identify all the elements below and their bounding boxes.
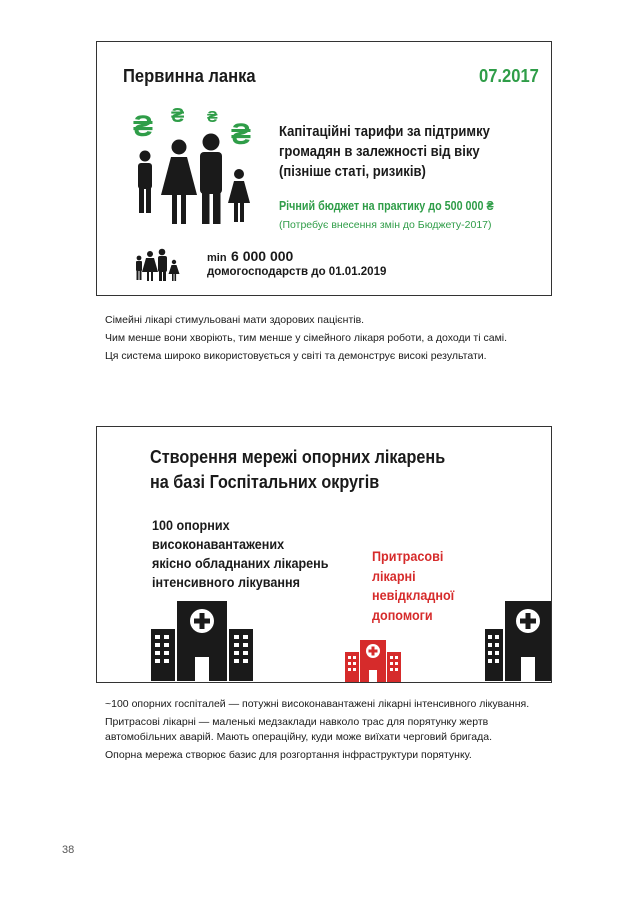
hospital-network-card — [96, 426, 552, 683]
hospitals-line: високонавантажених — [152, 536, 285, 552]
tariff-heading-line: (пізніше статі, ризиків) — [279, 164, 426, 180]
hryvnia-icon: ₴ — [231, 118, 252, 151]
min-value: 6 000 000 — [231, 248, 294, 264]
hospitals-line: інтенсивного лікування — [152, 574, 300, 590]
caption-2-line: Притрасові лікарні — маленькі медзаклади навколо трас для порятунку жертв — [105, 716, 489, 728]
hryvnia-icon: ₴ — [207, 109, 218, 126]
roadside-line: лікарні — [372, 567, 416, 584]
hospitals-line: 100 опорних — [152, 517, 230, 533]
annual-budget: Річний бюджет на практику до 500 000 ₴ — [279, 199, 494, 213]
min-suffix: домогосподарств до 01.01.2019 — [207, 266, 387, 278]
hospital-icon — [485, 601, 551, 681]
roadside-hospital-icon — [345, 640, 401, 682]
caption-2-line: ~100 опорних госпіталей — потужні високонавантажені лікарні інтенсивного лікування. — [105, 698, 530, 710]
min-prefix: min — [207, 252, 227, 264]
caption-1-line: Чим менше вони хворіють, тим менше у сімейного лікаря роботи, а доходи ті самі. — [105, 332, 508, 344]
card-title-line: на базі Госпітальних округів — [150, 472, 380, 492]
roadside-line: допомоги — [372, 606, 433, 623]
caption-2-line: Опорна мережа створює базис для розгортання інфраструктури порятунку. — [105, 749, 472, 761]
caption-1-line: Сімейні лікарі стимульовані мати здорових пацієнтів. — [105, 314, 365, 326]
caption-1-line: Ця система широко використовується у світі та демонструє високі результати. — [105, 350, 487, 362]
primary-care-card — [96, 41, 552, 296]
tariff-heading-line: громадян в залежності від віку — [279, 144, 480, 160]
card-date: 07.2017 — [479, 66, 539, 86]
hospital-icon — [151, 601, 253, 681]
tariff-heading-line: Капітаційні тарифи за підтримку — [279, 124, 490, 140]
family-icon — [127, 102, 267, 232]
roadside-line: Притрасові — [372, 548, 444, 564]
caption-2-line: автомобільних аварій. Мають операційну, куди може виїхати черговий бригада. — [105, 731, 492, 743]
card-title: Первинна ланка — [123, 66, 256, 86]
page-number: 38 — [62, 844, 75, 856]
roadside-line: невідкладної — [372, 587, 455, 603]
hryvnia-icon: ₴ — [171, 105, 185, 127]
hospitals-line: якісно обладнаних лікарень — [152, 555, 329, 571]
card-title-line: Створення мережі опорних лікарень — [150, 447, 446, 467]
hryvnia-icon: ₴ — [133, 110, 154, 143]
small-family-icon — [133, 242, 181, 282]
budget-note: (Потребує внесення змін до Бюджету-2017) — [279, 219, 492, 231]
